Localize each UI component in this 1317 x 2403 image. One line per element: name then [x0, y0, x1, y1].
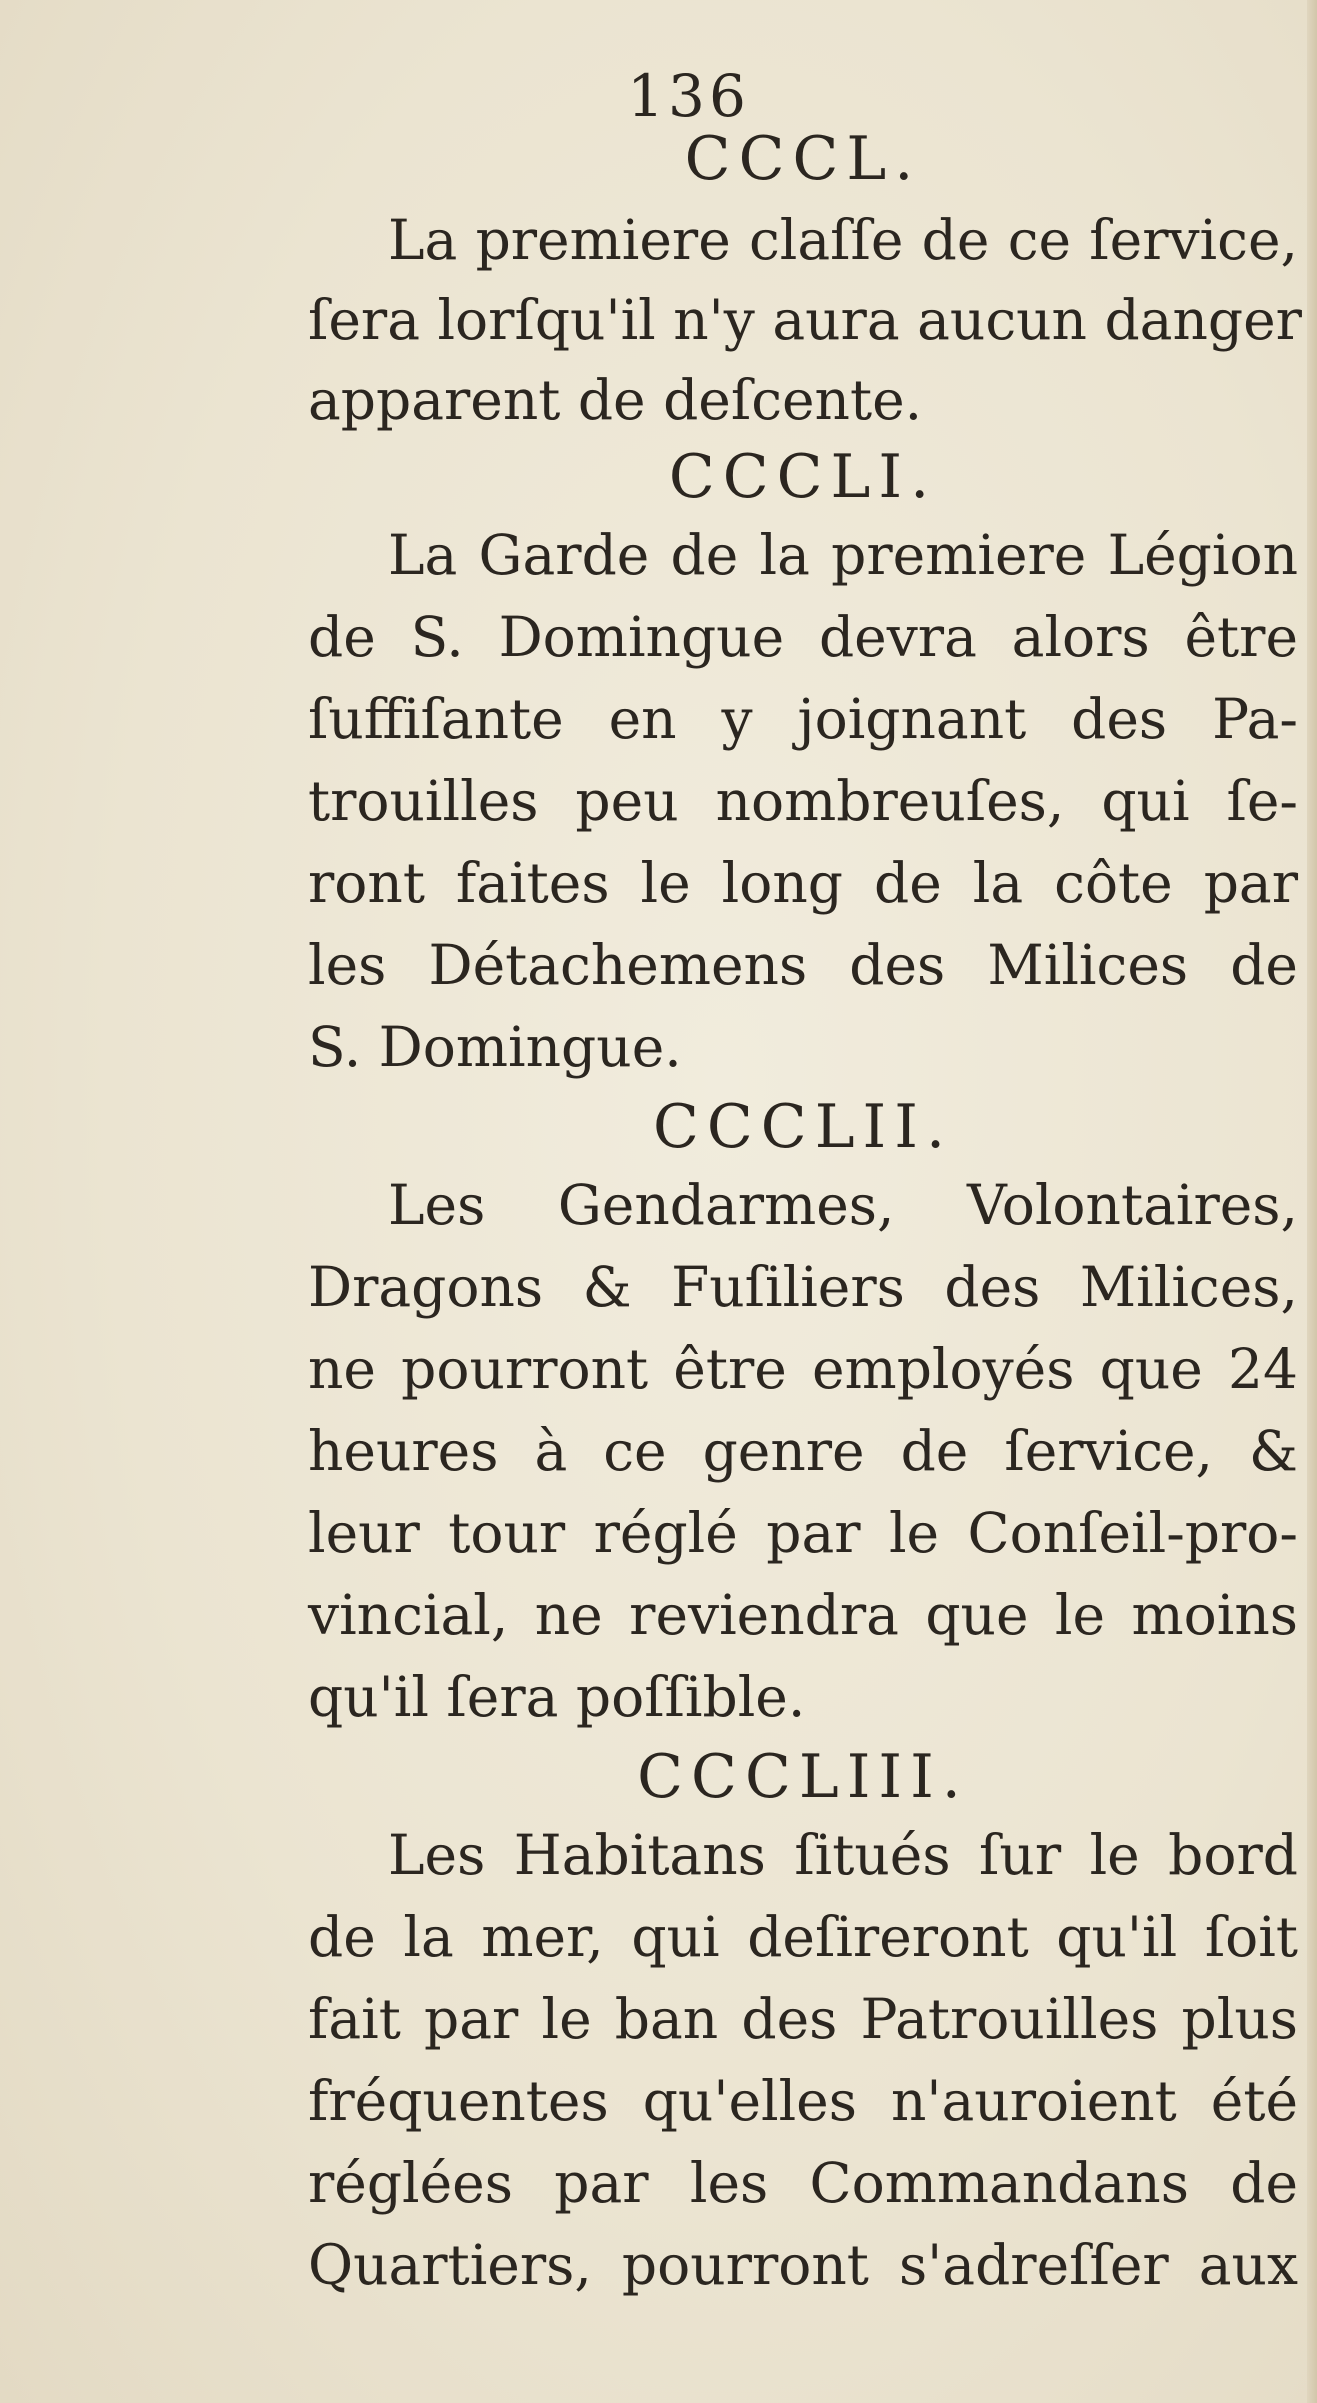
text-line: ront faites le long de la côte par — [308, 851, 1298, 915]
section-heading: CCCLI. — [668, 442, 938, 512]
text-line: Quartiers, pourront s'adreſſer aux — [308, 2233, 1298, 2297]
text-line: S. Domingue. — [308, 1015, 682, 1079]
text-line: ſuffiſante en y joignant des Pa- — [308, 687, 1298, 751]
text-line: Dragons & Fuſiliers des Milices, — [308, 1255, 1298, 1319]
text-line: fait par le ban des Patrouilles plus — [308, 1987, 1298, 2051]
text-line: Les Habitans ſitués ſur le bord — [388, 1823, 1298, 1887]
text-line: ſera lorſqu'il n'y aura aucun danger — [308, 288, 1302, 352]
text-line: de la mer, qui deſireront qu'il ſoit — [308, 1905, 1298, 1969]
text-line: vincial, ne reviendra que le moins — [308, 1583, 1298, 1647]
text-line: La premiere claſſe de ce ſervice, — [388, 208, 1298, 272]
text-line: ne pourront être employés que 24 — [308, 1337, 1298, 1401]
text-line: trouilles peu nombreuſes, qui ſe- — [308, 769, 1298, 833]
text-line: apparent de deſcente. — [308, 368, 923, 432]
text-line: fréquentes qu'elles n'auroient été — [308, 2069, 1298, 2133]
page-edge — [1307, 0, 1317, 2403]
text-line: de S. Domingue devra alors être — [308, 605, 1298, 669]
text-line: réglées par les Commandans de — [308, 2151, 1298, 2215]
section-heading: CCCLIII. — [637, 1742, 969, 1812]
text-line: qu'il ſera poſſible. — [308, 1665, 806, 1729]
text-line: leur tour réglé par le Conſeil-pro- — [308, 1501, 1298, 1565]
page-number: 136 — [627, 62, 750, 130]
text-line: heures à ce genre de ſervice, & — [308, 1419, 1298, 1483]
section-heading: CCCLII. — [652, 1092, 954, 1162]
text-line: Les Gendarmes, Volontaires, — [388, 1173, 1298, 1237]
section-heading: CCCL. — [684, 124, 922, 194]
text-line: les Détachemens des Milices de — [308, 933, 1298, 997]
text-line: La Garde de la premiere Légion — [388, 523, 1298, 587]
